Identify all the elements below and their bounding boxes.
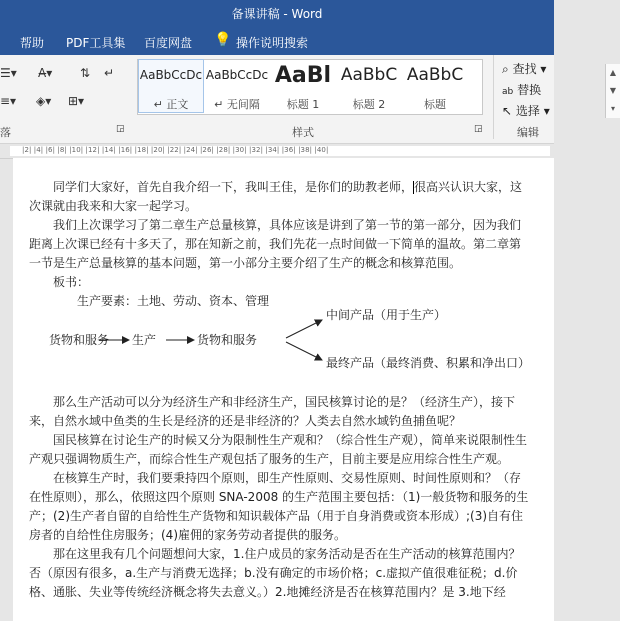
replace-button[interactable]: ab 替换	[502, 83, 542, 97]
paragraph-1: 同学们大家好，首先自我介绍一下，我叫王佳，是你们的助教老师，很高兴认识大家，这次课就由我来和大家一起学习。	[29, 180, 523, 213]
goods-label-2: 货物和服务	[197, 333, 258, 347]
show-marks-icon[interactable]: ↵	[104, 66, 115, 80]
search-icon: ⌕	[502, 62, 509, 76]
lightbulb-icon: 💡	[214, 32, 232, 48]
tell-me-search[interactable]: 操作说明搜索	[236, 36, 309, 50]
style-no-spacing[interactable]: AaBbCcDc ↵ 无间隔	[205, 68, 269, 111]
chevron-down-icon[interactable]: ▼	[609, 86, 617, 95]
style-normal[interactable]: AaBbCcDc ↵ 正文	[138, 59, 204, 113]
select-button[interactable]: ↖ 选择 ▾	[502, 104, 550, 118]
arrow-to-final	[286, 342, 322, 360]
horizontal-ruler[interactable]	[0, 144, 554, 159]
style-heading-2[interactable]: AaBbC 标题 2	[340, 65, 398, 111]
factors-label: 生产要素：土地、劳动、资本、管理	[77, 294, 270, 308]
shading-icon[interactable]: ◈▾	[36, 94, 52, 108]
tab-pdf-tools[interactable]: PDF工具集	[66, 36, 126, 50]
line-spacing-icon[interactable]: ≡▾	[0, 94, 17, 108]
chinese-layout-icon[interactable]: A̶▾	[38, 66, 53, 80]
window-title: 备课讲稿 - Word	[231, 7, 323, 21]
more-styles-icon[interactable]: ▾	[610, 104, 615, 113]
final-label: 最终产品（最终消费、积累和净出口）	[326, 356, 531, 370]
goods-label: 货物和服务	[49, 333, 110, 347]
group-divider	[493, 55, 494, 139]
replace-icon: ab	[502, 87, 514, 97]
paragraph-4: 国民核算在讨论生产的时候又分为限制性生产观和？（综合性生产观），简单来说限制性生产观只强调物质生产，而综合性生产观包括了服务的生产，目前主要是应用综合性生产观。	[29, 433, 528, 466]
group-label-styles: 样式	[292, 126, 314, 139]
styles-dialog-launcher-icon[interactable]: ◲	[474, 124, 483, 134]
paragraph-3: 那么生产活动可以分为经济生产和非经济生产，国民核算讨论的是？（经济生产），接下来，自然水域中鱼类的生长是经济的还是非经济的？人类去自然水域钓鱼捕鱼呢？	[29, 395, 516, 428]
intermediate-label: 中间产品（用于生产）	[326, 308, 447, 322]
sort-icon[interactable]: ⇅	[80, 66, 91, 80]
paragraph-5: 在核算生产时，我们要秉持四个原则，即生产性原则、交易性原则、时间性原则和？（存在性原则），那么，依照这四个原则 SNA-2008 的生产范围主要包括：（1)一般货物和服务的生产；(2)生产者自留的自给性生产货物和知识载体产品（用于自身消费或资本形成）;(3)自有住房者的自给性住房服务；(4)雇佣的家务劳动者提供的服务。	[29, 471, 529, 542]
cursor-icon: ↖	[502, 104, 513, 118]
borders-icon[interactable]: ⊞▾	[68, 94, 85, 108]
group-label-edit: 编辑	[517, 126, 539, 139]
title-bar	[0, 0, 554, 27]
group-label-paragraph: 落	[0, 126, 11, 139]
tab-help[interactable]: 帮助	[20, 36, 45, 50]
ruler-ticks: |2| |4| |6| |8| |10| |12| |14| |16| |18| |20| |22| |24| |26| |28| |30| |32| |34| |36| |38| |40|	[22, 146, 329, 154]
paragraph-2: 我们上次课学习了第二章生产总量核算，具体应该是讲到了第一节的第一部分，因为我们距离上次课已经有十多天了，那在知新之前，我们先花一点时间做一下简单的温故。第二章第一节是生产总量核算的基本问题，第一小部分主要介绍了生产的概念和核算范围。	[29, 218, 522, 270]
production-label: 生产	[132, 333, 157, 347]
ribbon-tab-bar	[0, 27, 554, 55]
document-body[interactable]	[29, 178, 529, 602]
ribbon	[0, 55, 617, 144]
chevron-up-icon[interactable]: ▲	[609, 68, 617, 77]
style-heading-1[interactable]: AaBl 标题 1	[274, 63, 332, 111]
production-diagram	[29, 292, 529, 385]
dialog-launcher-icon[interactable]: ◲	[116, 124, 125, 134]
paragraph-6: 那在这里我有几个问题想问大家，1.住户成员的家务活动是否在生产活动的核算范围内？否（原因有很多，a.生产与消费无选择；b.没有确定的市场价格；c.虚拟产值很难征税；d.价格、通胀、失业等传统经济概念将失去意义。）2.地摊经济是否在核算范围内？是 3.地下经	[29, 547, 521, 599]
indent-icon[interactable]: ☰▾	[0, 66, 17, 80]
document-page[interactable]	[13, 158, 554, 621]
tab-baidu-netdisk[interactable]: 百度网盘	[144, 36, 193, 50]
style-title[interactable]: AaBbC 标题	[406, 65, 464, 111]
board-label: 板书：	[53, 275, 90, 289]
arrow-to-intermediate	[286, 320, 322, 338]
gallery-scroll[interactable]	[605, 64, 620, 118]
find-button[interactable]: ⌕ 查找 ▾	[502, 62, 547, 76]
